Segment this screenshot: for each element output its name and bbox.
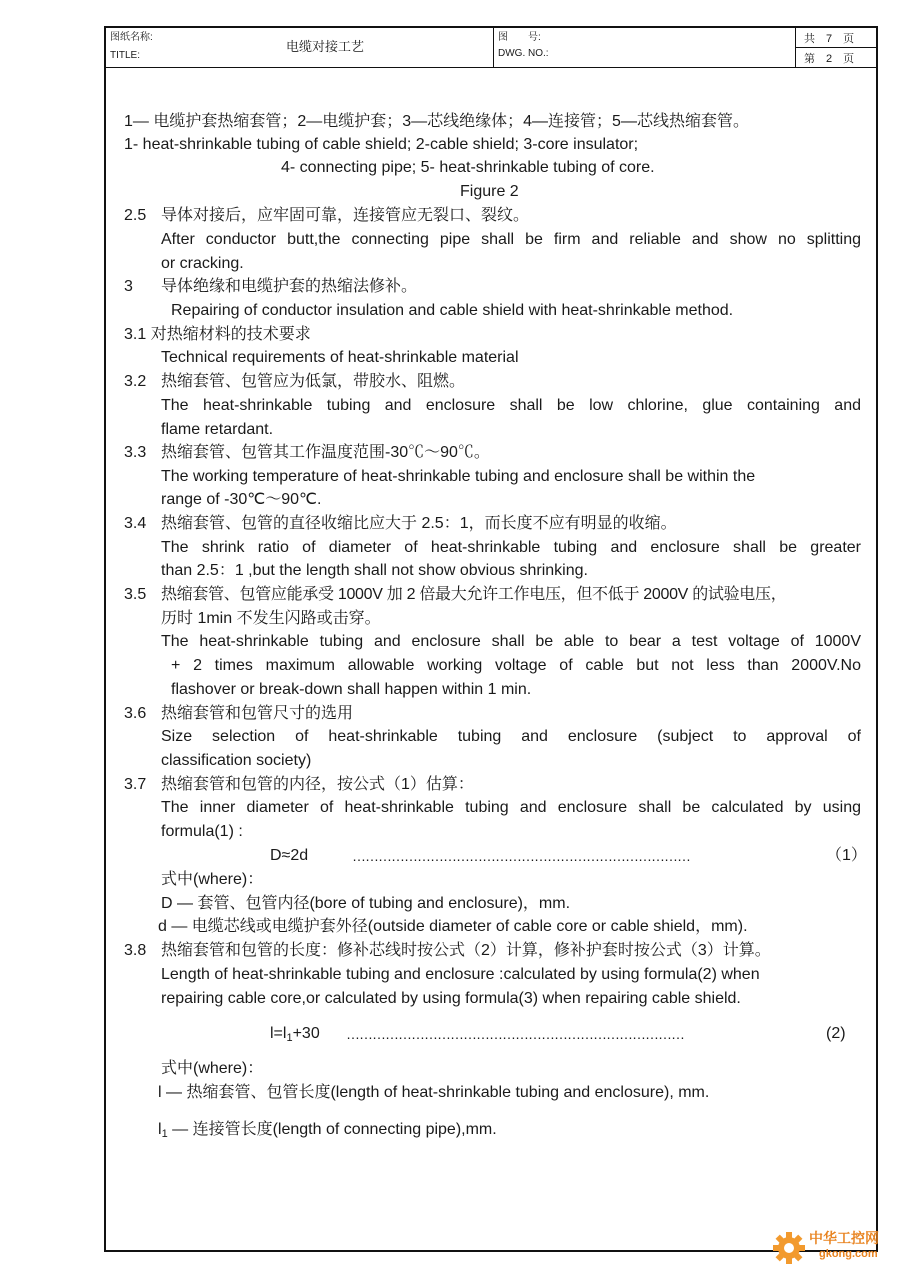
definition-d: d — 电缆芯线或电缆护套外径(outside diameter of cable core or cable shield，mm). — [158, 918, 748, 935]
section-3-8-number: 3.8 — [124, 942, 147, 959]
section-3-6-en-2: classification society) — [161, 752, 312, 769]
figure-legend-cn: 1— 电缆护套热缩套管；2—电缆护套；3—芯线绝缘体；4—连接管；5—芯线热缩套管。 — [124, 113, 749, 130]
section-3-6-en-1: Size selection of heat-shrinkable tubing and enclosure (subject to approval of — [161, 728, 861, 745]
formula-2-number: (2) — [826, 1025, 846, 1042]
formula-2-subscript: 1 — [286, 1032, 293, 1044]
section-3-4-en-1: The shrink ratio of diameter of heat-shrinkable tubing and enclosure shall be greater — [161, 539, 861, 556]
formula-1-number: （1） — [826, 847, 867, 864]
formula-1-leader: …………………………………………………………………… — [352, 848, 690, 864]
definition-l: l — 热缩套管、包管长度(length of heat-shrinkable tubing and enclosure), mm. — [158, 1084, 710, 1101]
formula-2-rhs: +30 — [292, 1025, 320, 1042]
section-3-5-en-1: The heat-shrinkable tubing and enclosure shall be able to bear a test voltage of 1000V — [161, 633, 861, 650]
figure-legend-en-1: 1- heat-shrinkable tubing of cable shield; 2-cable shield; 3-core insulator; — [124, 136, 639, 153]
section-3-3-number: 3.3 — [124, 444, 147, 461]
section-3-2-number: 3.2 — [124, 373, 147, 390]
watermark-text: 中华工控网 — [809, 1230, 879, 1246]
formula-2 — [270, 1024, 320, 1048]
title-label-en: TITLE: — [110, 50, 141, 61]
formula-1: D≈2d — [270, 847, 309, 864]
section-2-5-en-1: After conductor butt,the connecting pipe shall be firm and reliable and show no splitting — [161, 231, 861, 248]
figure-legend-en-2: 4- connecting pipe; 5- heat-shrinkable tubing of core. — [281, 159, 655, 176]
formula-2-lhs: l=l — [270, 1025, 287, 1042]
definition-l1 — [158, 1120, 497, 1144]
drawing-title: 电缆对接工艺 — [286, 39, 365, 54]
section-3-4-en-2: than 2.5：1 ,but the length shall not show obvious shrinking. — [161, 562, 588, 579]
section-3-5-cn-1: 热缩套管、包管应能承受 1000V 加 2 倍最大允许工作电压，但不低于 2000V 的试验电压， — [161, 586, 787, 603]
section-3-7-en-2: formula(1) : — [161, 823, 243, 840]
section-3-2-en-2: flame retardant. — [161, 421, 274, 438]
section-3-7-en-1: The inner diameter of heat-shrinkable tubing and enclosure shall be calculated by using — [161, 799, 861, 816]
gear-icon — [771, 1230, 807, 1266]
watermark-url: gkong.com — [819, 1248, 878, 1260]
total-pages: 共 7 页 — [804, 33, 855, 45]
section-3-2-en-1: The heat-shrinkable tubing and enclosure shall be low chlorine, glue containing and — [161, 397, 861, 414]
section-3-en: Repairing of conductor insulation and cable shield with heat-shrinkable method. — [171, 302, 734, 319]
dwg-label-cn: 图 号: — [498, 32, 541, 43]
section-3-6-number: 3.6 — [124, 705, 147, 722]
formula-2-leader: …………………………………………………………………… — [346, 1026, 684, 1042]
section-3-7-cn: 热缩套管和包管的内径，按公式（1）估算： — [161, 776, 474, 793]
where-label-2: 式中(where)： — [161, 1060, 264, 1077]
section-3-5-en-3: flashover or break-down shall happen within 1 min. — [171, 681, 532, 698]
section-3-5-cn-2: 历时 1min 不发生闪路或击穿。 — [161, 610, 381, 627]
section-3-1-cn: 3.1 对热缩材料的技术要求 — [124, 326, 311, 343]
section-2-5-cn: 导体对接后，应牢固可靠，连接管应无裂口、裂纹。 — [161, 207, 530, 224]
watermark-logo — [771, 1228, 891, 1268]
section-3-1-en: Technical requirements of heat-shrinkable material — [161, 349, 519, 366]
section-3-5-en-2: + 2 times maximum allowable working voltage of cable but not less than 2000V.No — [171, 657, 861, 674]
section-3-8-cn: 热缩套管和包管的长度：修补芯线时按公式（2）计算，修补护套时按公式（3）计算。 — [161, 942, 771, 959]
section-3-6-cn: 热缩套管和包管尺寸的选用 — [161, 705, 354, 722]
title-label-cn: 图纸名称: — [110, 32, 153, 43]
section-3-2-cn: 热缩套管、包管应为低氯，带胶水、阻燃。 — [161, 373, 466, 390]
section-3-8-en-2: repairing cable core,or calculated by using formula(3) when repairing cable shield. — [161, 990, 741, 1007]
section-3-3-en-2: range of -30℃～90℃. — [161, 491, 322, 508]
section-2-5-en-2: or cracking. — [161, 255, 244, 272]
definition-D: D — 套管、包管内径(bore of tubing and enclosure)，mm. — [161, 895, 571, 912]
section-3-3-en-1: The working temperature of heat-shrinkable tubing and enclosure shall be within the — [161, 468, 756, 485]
dwg-label-en: DWG. NO.: — [498, 48, 549, 59]
section-3-4-number: 3.4 — [124, 515, 147, 532]
page-number: 第 2 页 — [804, 53, 855, 65]
section-3-8-en-1: Length of heat-shrinkable tubing and enclosure :calculated by using formula(2) when — [161, 966, 760, 983]
section-2-5-number: 2.5 — [124, 207, 147, 224]
section-3-3-cn: 热缩套管、包管其工作温度范围-30℃～90℃。 — [161, 444, 490, 461]
section-3-4-cn: 热缩套管、包管的直径收缩比应大于 2.5：1，而长度不应有明显的收缩。 — [161, 515, 677, 532]
definition-l1-subscript: 1 — [161, 1128, 168, 1140]
where-label-1: 式中(where)： — [161, 871, 264, 888]
figure-caption: Figure 2 — [460, 183, 519, 200]
definition-l1-text: — 连接管长度(length of connecting pipe),mm. — [167, 1121, 497, 1138]
section-3-7-number: 3.7 — [124, 776, 147, 793]
section-3-cn: 导体绝缘和电缆护套的热缩法修补。 — [161, 278, 418, 295]
definition-l1-symbol: l — [158, 1121, 162, 1138]
section-3-5-number: 3.5 — [124, 586, 147, 603]
section-3-number: 3 — [124, 278, 133, 295]
